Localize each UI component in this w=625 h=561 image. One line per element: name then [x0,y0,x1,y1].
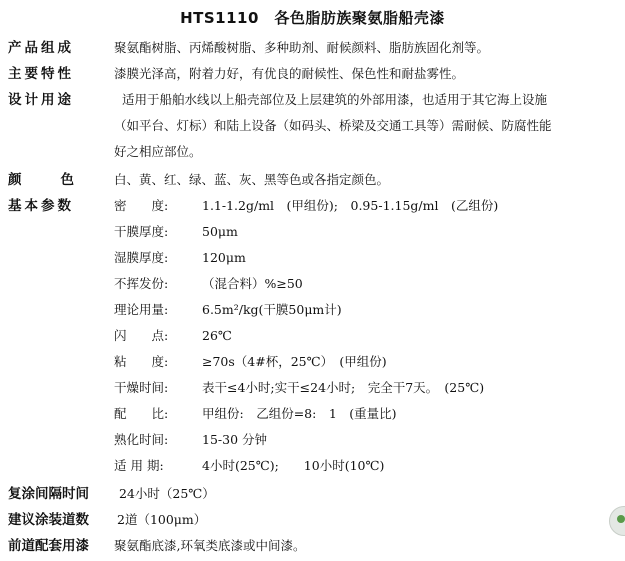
primer-label: 前道配套用漆 [8,538,89,554]
features-text: 漆膜光泽高，附着力好，有优良的耐候性、保色性和耐盐雾性。 [114,66,465,81]
param-value: 50μm [202,224,238,239]
floating-widget-icon[interactable] [609,506,625,536]
param-name: 干燥时间: [114,380,169,395]
param-value: 1.1-1.2g/ml (甲组份); 0.95-1.15g/ml (乙组份) [202,198,499,213]
recoat-interval-label: 复涂间隔时间 [8,486,89,502]
design-use-line: 好之相应部位。 [114,144,202,159]
design-use-label: 设计用途 [8,92,74,108]
param-value: 表干≤4小时;实干≤24小时; 完全干7天。 (25℃) [202,380,485,395]
param-value: 4小时(25℃); 10小时(10℃) [202,458,385,473]
param-name: 熟化时间: [114,432,169,447]
composition-text: 聚氨酯树脂、丙烯酸树脂、多种助剂、耐候颜料、脂肪族固化剂等。 [114,40,490,55]
color-text: 白、黄、红、绿、蓝、灰、黑等色或各指定颜色。 [114,172,390,187]
features-label: 主要特性 [8,66,74,82]
param-name: 理论用量: [114,302,169,317]
param-name: 适 用 期: [114,458,164,473]
param-value: 甲组份: 乙组份=8: 1 (重量比) [202,406,397,421]
param-name: 密 度: [114,198,169,213]
param-value: （混合料）%≥50 [202,276,303,291]
page-title: HTS1110 各色脂肪族聚氨脂船壳漆 [180,9,445,27]
param-name: 配 比: [114,406,169,421]
param-name: 干膜厚度: [114,224,169,239]
param-value: 26℃ [202,328,232,343]
color-label: 颜 色 [8,172,78,188]
design-use-paragraph [114,87,564,165]
param-value: 120μm [202,250,246,265]
param-value: 6.5m²/kg(干膜50μm计) [202,302,342,317]
params-label: 基本参数 [8,198,74,214]
coats-label: 建议涂装道数 [8,512,89,528]
design-use-line: 适用于船舶水线以上船壳部位及上层建筑的外部用漆，也适用于其它海上设施 [122,92,548,107]
param-name: 不挥发份: [114,276,169,291]
composition-label: 产品组成 [8,40,74,56]
param-name: 湿膜厚度: [114,250,169,265]
param-value: 15-30 分钟 [202,432,268,447]
primer-text: 聚氨酯底漆,环氧类底漆或中间漆。 [114,538,306,553]
coats-text: 2道（100μm） [117,512,207,527]
param-name: 闪 点: [114,328,169,343]
param-value: ≥70s（4#杯，25℃） (甲组份) [202,354,387,369]
recoat-interval-text: 24小时（25℃） [119,486,215,501]
param-name: 粘 度: [114,354,169,369]
design-use-line: （如平台、灯标）和陆上设备（如码头、桥梁及交通工具等）需耐候、防腐性能 [114,118,552,133]
